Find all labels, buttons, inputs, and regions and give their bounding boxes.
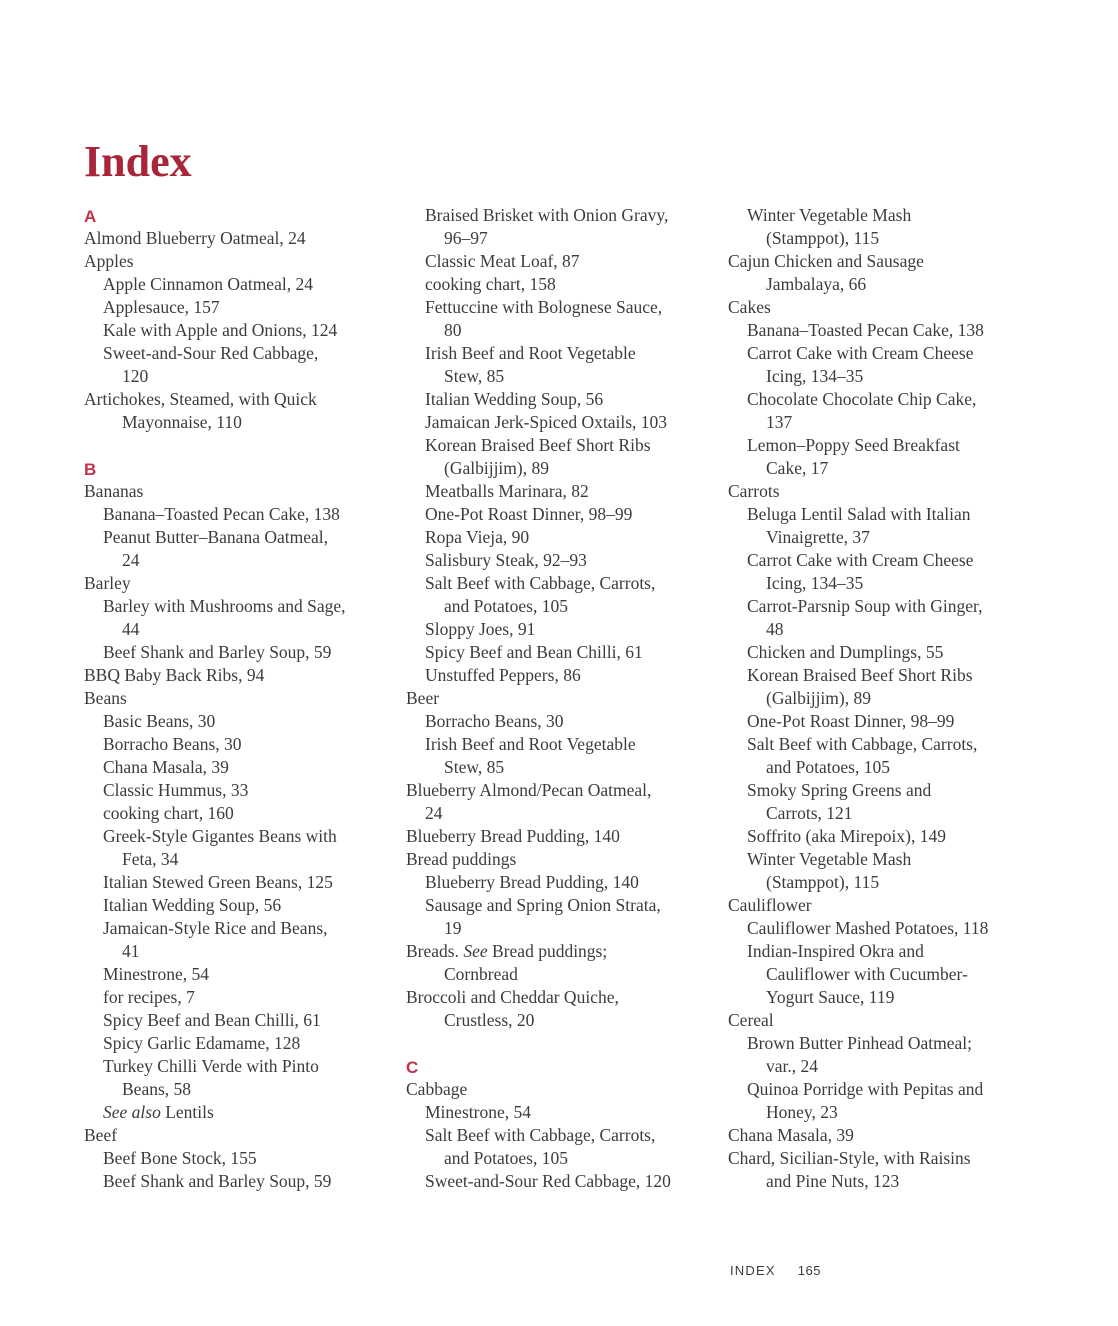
entry-continuation: Icing, 134–35 bbox=[766, 366, 864, 386]
entry-continuation: 96–97 bbox=[444, 228, 488, 248]
entry-continuation: (Galbijjim), 89 bbox=[766, 688, 871, 708]
entry-continuation: 41 bbox=[122, 941, 140, 961]
index-subentry: for recipes, 7 bbox=[103, 987, 195, 1007]
index-subentry: Blueberry Bread Pudding, 140 bbox=[425, 872, 639, 892]
section-letter: C bbox=[406, 1058, 419, 1077]
entry-continuation: Cauliflower with Cucumber- bbox=[766, 964, 968, 984]
index-subentry: Chicken and Dumplings, 55 bbox=[747, 642, 944, 662]
entry-continuation: and Potatoes, 105 bbox=[766, 757, 890, 777]
entry-continuation: Mayonnaise, 110 bbox=[122, 412, 242, 432]
index-subentry: Banana–Toasted Pecan Cake, 138 bbox=[103, 504, 340, 524]
index-subentry: Minestrone, 54 bbox=[103, 964, 209, 984]
index-subentry: cooking chart, 158 bbox=[425, 274, 556, 294]
entry-text: Lentils bbox=[160, 1102, 214, 1122]
index-subentry: Meatballs Marinara, 82 bbox=[425, 481, 589, 501]
index-entry: Artichokes, Steamed, with Quick bbox=[84, 389, 317, 409]
index-subentry: Lemon–Poppy Seed Breakfast bbox=[747, 435, 960, 455]
index-subentry: Italian Stewed Green Beans, 125 bbox=[103, 872, 333, 892]
index-subentry: Salt Beef with Cabbage, Carrots, bbox=[425, 1125, 656, 1145]
index-entry: Bread puddings bbox=[406, 849, 517, 869]
entry-continuation: 19 bbox=[444, 918, 462, 938]
index-subentry: Carrot-Parsnip Soup with Ginger, bbox=[747, 596, 983, 616]
index-entry: BBQ Baby Back Ribs, 94 bbox=[84, 665, 265, 685]
index-subentry: Beef Shank and Barley Soup, 59 bbox=[103, 642, 332, 662]
index-subentry: Greek-Style Gigantes Beans with bbox=[103, 826, 337, 846]
index-subentry: Korean Braised Beef Short Ribs bbox=[425, 435, 651, 455]
entry-continuation: 80 bbox=[444, 320, 462, 340]
index-subentry: Smoky Spring Greens and bbox=[747, 780, 932, 800]
index-subentry: Ropa Vieja, 90 bbox=[425, 527, 530, 547]
index-entry: Apples bbox=[84, 251, 134, 271]
entry-continuation: 24 bbox=[425, 803, 443, 823]
index-column-1 bbox=[84, 204, 384, 1193]
index-subentry: Borracho Beans, 30 bbox=[103, 734, 242, 754]
index-subentry: Fettuccine with Bolognese Sauce, bbox=[425, 297, 663, 317]
index-subentry: Winter Vegetable Mash bbox=[747, 849, 912, 869]
footer-label: INDEX bbox=[730, 1263, 776, 1278]
page-title: Index bbox=[84, 137, 192, 186]
index-subentry: Turkey Chilli Verde with Pinto bbox=[103, 1056, 319, 1076]
section-letter: A bbox=[84, 207, 97, 226]
entry-continuation: and Potatoes, 105 bbox=[444, 1148, 568, 1168]
index-subentry: Irish Beef and Root Vegetable bbox=[425, 343, 636, 363]
index-entry bbox=[406, 940, 706, 963]
index-subentry: Soffrito (aka Mirepoix), 149 bbox=[747, 826, 946, 846]
index-subentry bbox=[84, 1101, 384, 1124]
index-subentry: Salt Beef with Cabbage, Carrots, bbox=[425, 573, 656, 593]
index-subentry: Italian Wedding Soup, 56 bbox=[103, 895, 282, 915]
index-subentry: Apple Cinnamon Oatmeal, 24 bbox=[103, 274, 313, 294]
index-subentry: Quinoa Porridge with Pepitas and bbox=[747, 1079, 984, 1099]
index-subentry: One-Pot Roast Dinner, 98–99 bbox=[425, 504, 633, 524]
index-column-2 bbox=[406, 204, 706, 1193]
index-entry: Cajun Chicken and Sausage bbox=[728, 251, 924, 271]
entry-continuation: Icing, 134–35 bbox=[766, 573, 864, 593]
index-subentry: Jamaican Jerk-Spiced Oxtails, 103 bbox=[425, 412, 668, 432]
index-subentry: Minestrone, 54 bbox=[425, 1102, 531, 1122]
entry-continuation: Jambalaya, 66 bbox=[766, 274, 867, 294]
section-spacer bbox=[84, 434, 384, 457]
index-subentry: Braised Brisket with Onion Gravy, bbox=[425, 205, 669, 225]
index-subentry: Chocolate Chocolate Chip Cake, bbox=[747, 389, 977, 409]
index-entry: Almond Blueberry Oatmeal, 24 bbox=[84, 228, 306, 248]
index-subentry: Carrot Cake with Cream Cheese bbox=[747, 550, 974, 570]
entry-continuation: and Potatoes, 105 bbox=[444, 596, 568, 616]
entry-continuation: Crustless, 20 bbox=[444, 1010, 535, 1030]
entry-continuation: 137 bbox=[766, 412, 793, 432]
index-subentry: Beef Shank and Barley Soup, 59 bbox=[103, 1171, 332, 1191]
index-subentry: Kale with Apple and Onions, 124 bbox=[103, 320, 338, 340]
index-subentry: Spicy Beef and Bean Chilli, 61 bbox=[425, 642, 643, 662]
page-number: 165 bbox=[797, 1263, 821, 1278]
index-subentry: Sausage and Spring Onion Strata, bbox=[425, 895, 661, 915]
index-subentry: Cauliflower Mashed Potatoes, 118 bbox=[747, 918, 989, 938]
index-entry: Cabbage bbox=[406, 1079, 468, 1099]
index-subentry: Brown Butter Pinhead Oatmeal; bbox=[747, 1033, 973, 1053]
entry-continuation: Honey, 23 bbox=[766, 1102, 838, 1122]
index-entry: Beef bbox=[84, 1125, 118, 1145]
index-entry: Chard, Sicilian-Style, with Raisins bbox=[728, 1148, 971, 1168]
index-subentry: Borracho Beans, 30 bbox=[425, 711, 564, 731]
index-entry: Blueberry Bread Pudding, 140 bbox=[406, 826, 620, 846]
entry-continuation: (Galbijjim), 89 bbox=[444, 458, 549, 478]
index-entry: Blueberry Almond/Pecan Oatmeal, bbox=[406, 780, 652, 800]
entry-continuation: Beans, 58 bbox=[122, 1079, 192, 1099]
section-spacer bbox=[406, 1032, 706, 1055]
entry-continuation: Cake, 17 bbox=[766, 458, 829, 478]
index-subentry: Beluga Lentil Salad with Italian bbox=[747, 504, 971, 524]
entry-text: Breads. bbox=[406, 941, 464, 961]
index-subentry: Spicy Garlic Edamame, 128 bbox=[103, 1033, 301, 1053]
index-entry: Cauliflower bbox=[728, 895, 812, 915]
index-subentry: Sloppy Joes, 91 bbox=[425, 619, 536, 639]
index-subentry: Carrot Cake with Cream Cheese bbox=[747, 343, 974, 363]
index-subentry: Banana–Toasted Pecan Cake, 138 bbox=[747, 320, 984, 340]
entry-continuation: 44 bbox=[122, 619, 140, 639]
index-subentry: Sweet-and-Sour Red Cabbage, bbox=[103, 343, 319, 363]
index-subentry: Classic Meat Loaf, 87 bbox=[425, 251, 580, 271]
index-entry: Carrots bbox=[728, 481, 780, 501]
entry-continuation: Stew, 85 bbox=[444, 757, 505, 777]
entry-text: Bread puddings; bbox=[487, 941, 608, 961]
index-entry: Broccoli and Cheddar Quiche, bbox=[406, 987, 619, 1007]
entry-continuation: 120 bbox=[122, 366, 149, 386]
index-subentry: Basic Beans, 30 bbox=[103, 711, 216, 731]
index-subentry: Applesauce, 157 bbox=[103, 297, 220, 317]
entry-continuation: (Stamppot), 115 bbox=[766, 872, 880, 892]
entry-continuation: and Pine Nuts, 123 bbox=[766, 1171, 900, 1191]
index-subentry: Peanut Butter–Banana Oatmeal, bbox=[103, 527, 328, 547]
entry-continuation: Feta, 34 bbox=[122, 849, 179, 869]
index-subentry: Chana Masala, 39 bbox=[103, 757, 229, 777]
entry-continuation: (Stamppot), 115 bbox=[766, 228, 880, 248]
index-subentry: Korean Braised Beef Short Ribs bbox=[747, 665, 973, 685]
index-subentry: Beef Bone Stock, 155 bbox=[103, 1148, 257, 1168]
index-subentry: cooking chart, 160 bbox=[103, 803, 234, 823]
entry-continuation: Yogurt Sauce, 119 bbox=[766, 987, 895, 1007]
entry-continuation: var., 24 bbox=[766, 1056, 819, 1076]
index-subentry: Sweet-and-Sour Red Cabbage, 120 bbox=[425, 1171, 671, 1191]
index-subentry: Indian-Inspired Okra and bbox=[747, 941, 924, 961]
entry-continuation: Stew, 85 bbox=[444, 366, 505, 386]
index-entry: Barley bbox=[84, 573, 131, 593]
entry-continuation: 24 bbox=[122, 550, 140, 570]
index-subentry: Unstuffed Peppers, 86 bbox=[425, 665, 581, 685]
index-column-3 bbox=[728, 204, 1028, 1193]
cross-reference: See also bbox=[103, 1102, 161, 1122]
index-subentry: Classic Hummus, 33 bbox=[103, 780, 249, 800]
index-subentry: Winter Vegetable Mash bbox=[747, 205, 912, 225]
entry-continuation: Vinaigrette, 37 bbox=[766, 527, 870, 547]
index-entry: Beans bbox=[84, 688, 127, 708]
entry-continuation: Carrots, 121 bbox=[766, 803, 853, 823]
index-subentry: Barley with Mushrooms and Sage, bbox=[103, 596, 346, 616]
section-letter: B bbox=[84, 460, 97, 479]
index-subentry: Italian Wedding Soup, 56 bbox=[425, 389, 604, 409]
index-entry: Beer bbox=[406, 688, 440, 708]
index-subentry: Irish Beef and Root Vegetable bbox=[425, 734, 636, 754]
entry-continuation: 48 bbox=[766, 619, 784, 639]
index-subentry: Salt Beef with Cabbage, Carrots, bbox=[747, 734, 978, 754]
entry-continuation: Cornbread bbox=[444, 964, 518, 984]
index-entry: Bananas bbox=[84, 481, 144, 501]
index-entry: Chana Masala, 39 bbox=[728, 1125, 854, 1145]
index-subentry: One-Pot Roast Dinner, 98–99 bbox=[747, 711, 955, 731]
index-entry: Cereal bbox=[728, 1010, 774, 1030]
cross-reference: See bbox=[463, 941, 488, 961]
page-footer bbox=[730, 1263, 821, 1278]
index-entry: Cakes bbox=[728, 297, 771, 317]
index-subentry: Salisbury Steak, 92–93 bbox=[425, 550, 587, 570]
index-subentry: Spicy Beef and Bean Chilli, 61 bbox=[103, 1010, 321, 1030]
index-subentry: Jamaican-Style Rice and Beans, bbox=[103, 918, 328, 938]
